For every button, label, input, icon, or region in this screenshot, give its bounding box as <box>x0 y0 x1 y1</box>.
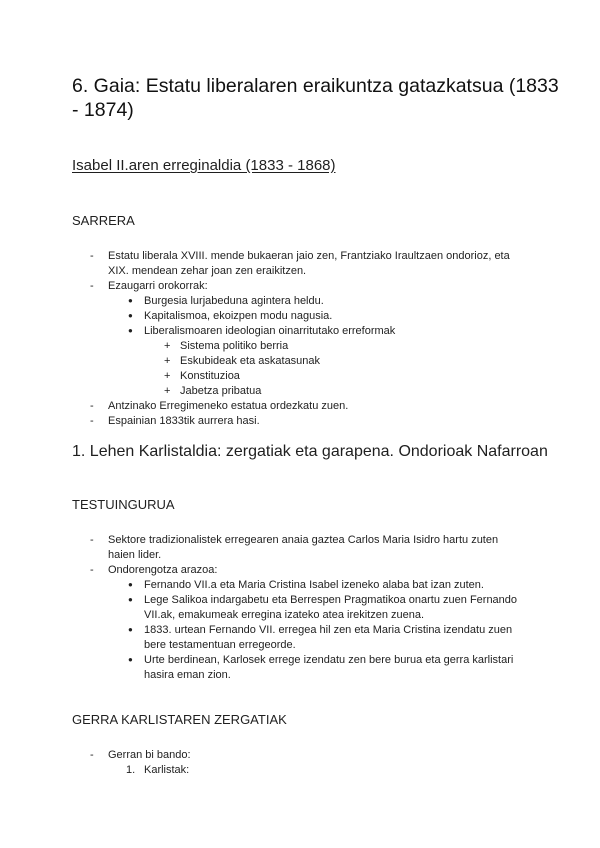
testuingurua-heading: TESTUINGURUA <box>72 497 175 512</box>
bullet-marker: ● <box>128 595 133 604</box>
sarrera-bullet-3: Liberalismoaren ideologian oinarritutako erreformak <box>144 325 396 337</box>
dash-marker: - <box>90 534 94 546</box>
dash-marker: - <box>90 749 94 761</box>
sarrera-bullet-1: Burgesia lurjabeduna agintera heldu. <box>144 295 324 307</box>
sarrera-subitem-2: Eskubideak eta askatasunak <box>180 355 321 367</box>
sarrera-heading: SARRERA <box>72 213 135 228</box>
sarrera-item2: Ezaugarri orokorrak: <box>108 280 208 292</box>
testuingurua-bullet-3-line1: 1833. urtean Fernando VII. erregea hil zen eta Maria Cristina izendatu zuen <box>144 624 513 636</box>
section-subtitle: Isabel II.aren erreginaldia (1833 - 1868) <box>72 157 336 174</box>
number-marker: 1. <box>126 764 136 776</box>
dash-marker: - <box>90 564 94 576</box>
testuingurua-item1-line2: haien lider. <box>108 549 162 561</box>
testuingurua-bullet-3-line2: bere testamentuan erregeorde. <box>144 639 296 651</box>
dash-marker: - <box>90 250 94 262</box>
page-title-line2: - 1874) <box>72 99 134 121</box>
bullet-marker: ● <box>128 296 133 305</box>
gerra-numbered-item-1: Karlistak: <box>144 764 190 776</box>
sarrera-bullet-2: Kapitalismoa, ekoizpen modu nagusia. <box>144 310 333 322</box>
gerra-heading: GERRA KARLISTAREN ZERGATIAK <box>72 712 287 727</box>
dash-marker: - <box>90 415 94 427</box>
dash-marker: - <box>90 400 94 412</box>
sarrera-subitem-3: Konstituzioa <box>180 370 240 382</box>
bullet-marker: ● <box>128 311 133 320</box>
testuingurua-bullet-1: Fernando VII.a eta Maria Cristina Isabel izeneko alaba bat izan zuten. <box>144 579 484 591</box>
page-title-line1: 6. Gaia: Estatu liberalaren eraikuntza gatazkatsua (1833 <box>72 75 559 97</box>
testuingurua-bullet-2-line2: VII.ak, emakumeak erregina izateko atea irekitzen zuena. <box>144 609 425 621</box>
plus-marker: + <box>164 340 171 352</box>
sarrera-item3: Antzinako Erregimeneko estatua ordezkatu zuen. <box>108 400 349 412</box>
bullet-marker: ● <box>128 580 133 589</box>
testuingurua-item2: Ondorengotza arazoa: <box>108 564 218 576</box>
testuingurua-bullet-4-line1: Urte berdinean, Karlosek errege izendatu zen bere burua eta gerra karlistari <box>144 654 514 666</box>
plus-marker: + <box>164 370 171 382</box>
section-heading-karlistaldia: 1. Lehen Karlistaldia: zergatiak eta garapena. Ondorioak Nafarroan <box>72 443 548 460</box>
dash-marker: - <box>90 280 94 292</box>
sarrera-item1-line1: Estatu liberala XVIII. mende bukaeran jaio zen, Frantziako Iraultzaen ondorioz, eta <box>108 250 510 262</box>
testuingurua-bullet-4-line2: hasira eman zion. <box>144 669 231 681</box>
plus-marker: + <box>164 355 171 367</box>
sarrera-item4: Espainian 1833tik aurrera hasi. <box>108 415 260 427</box>
plus-marker: + <box>164 385 171 397</box>
bullet-marker: ● <box>128 655 133 664</box>
sarrera-subitem-1: Sistema politiko berria <box>180 340 289 352</box>
sarrera-subitem-4: Jabetza pribatua <box>180 385 262 397</box>
bullet-marker: ● <box>128 625 133 634</box>
gerra-item1: Gerran bi bando: <box>108 749 191 761</box>
bullet-marker: ● <box>128 326 133 335</box>
testuingurua-bullet-2-line1: Lege Salikoa indargabetu eta Berrespen Pragmatikoa onartu zuen Fernando <box>144 594 518 606</box>
testuingurua-item1-line1: Sektore tradizionalistek erregearen anaia gaztea Carlos Maria Isidro hartu zuten <box>108 534 499 546</box>
sarrera-item1-line2: XIX. mendean zehar joan zen eraikitzen. <box>108 265 307 277</box>
